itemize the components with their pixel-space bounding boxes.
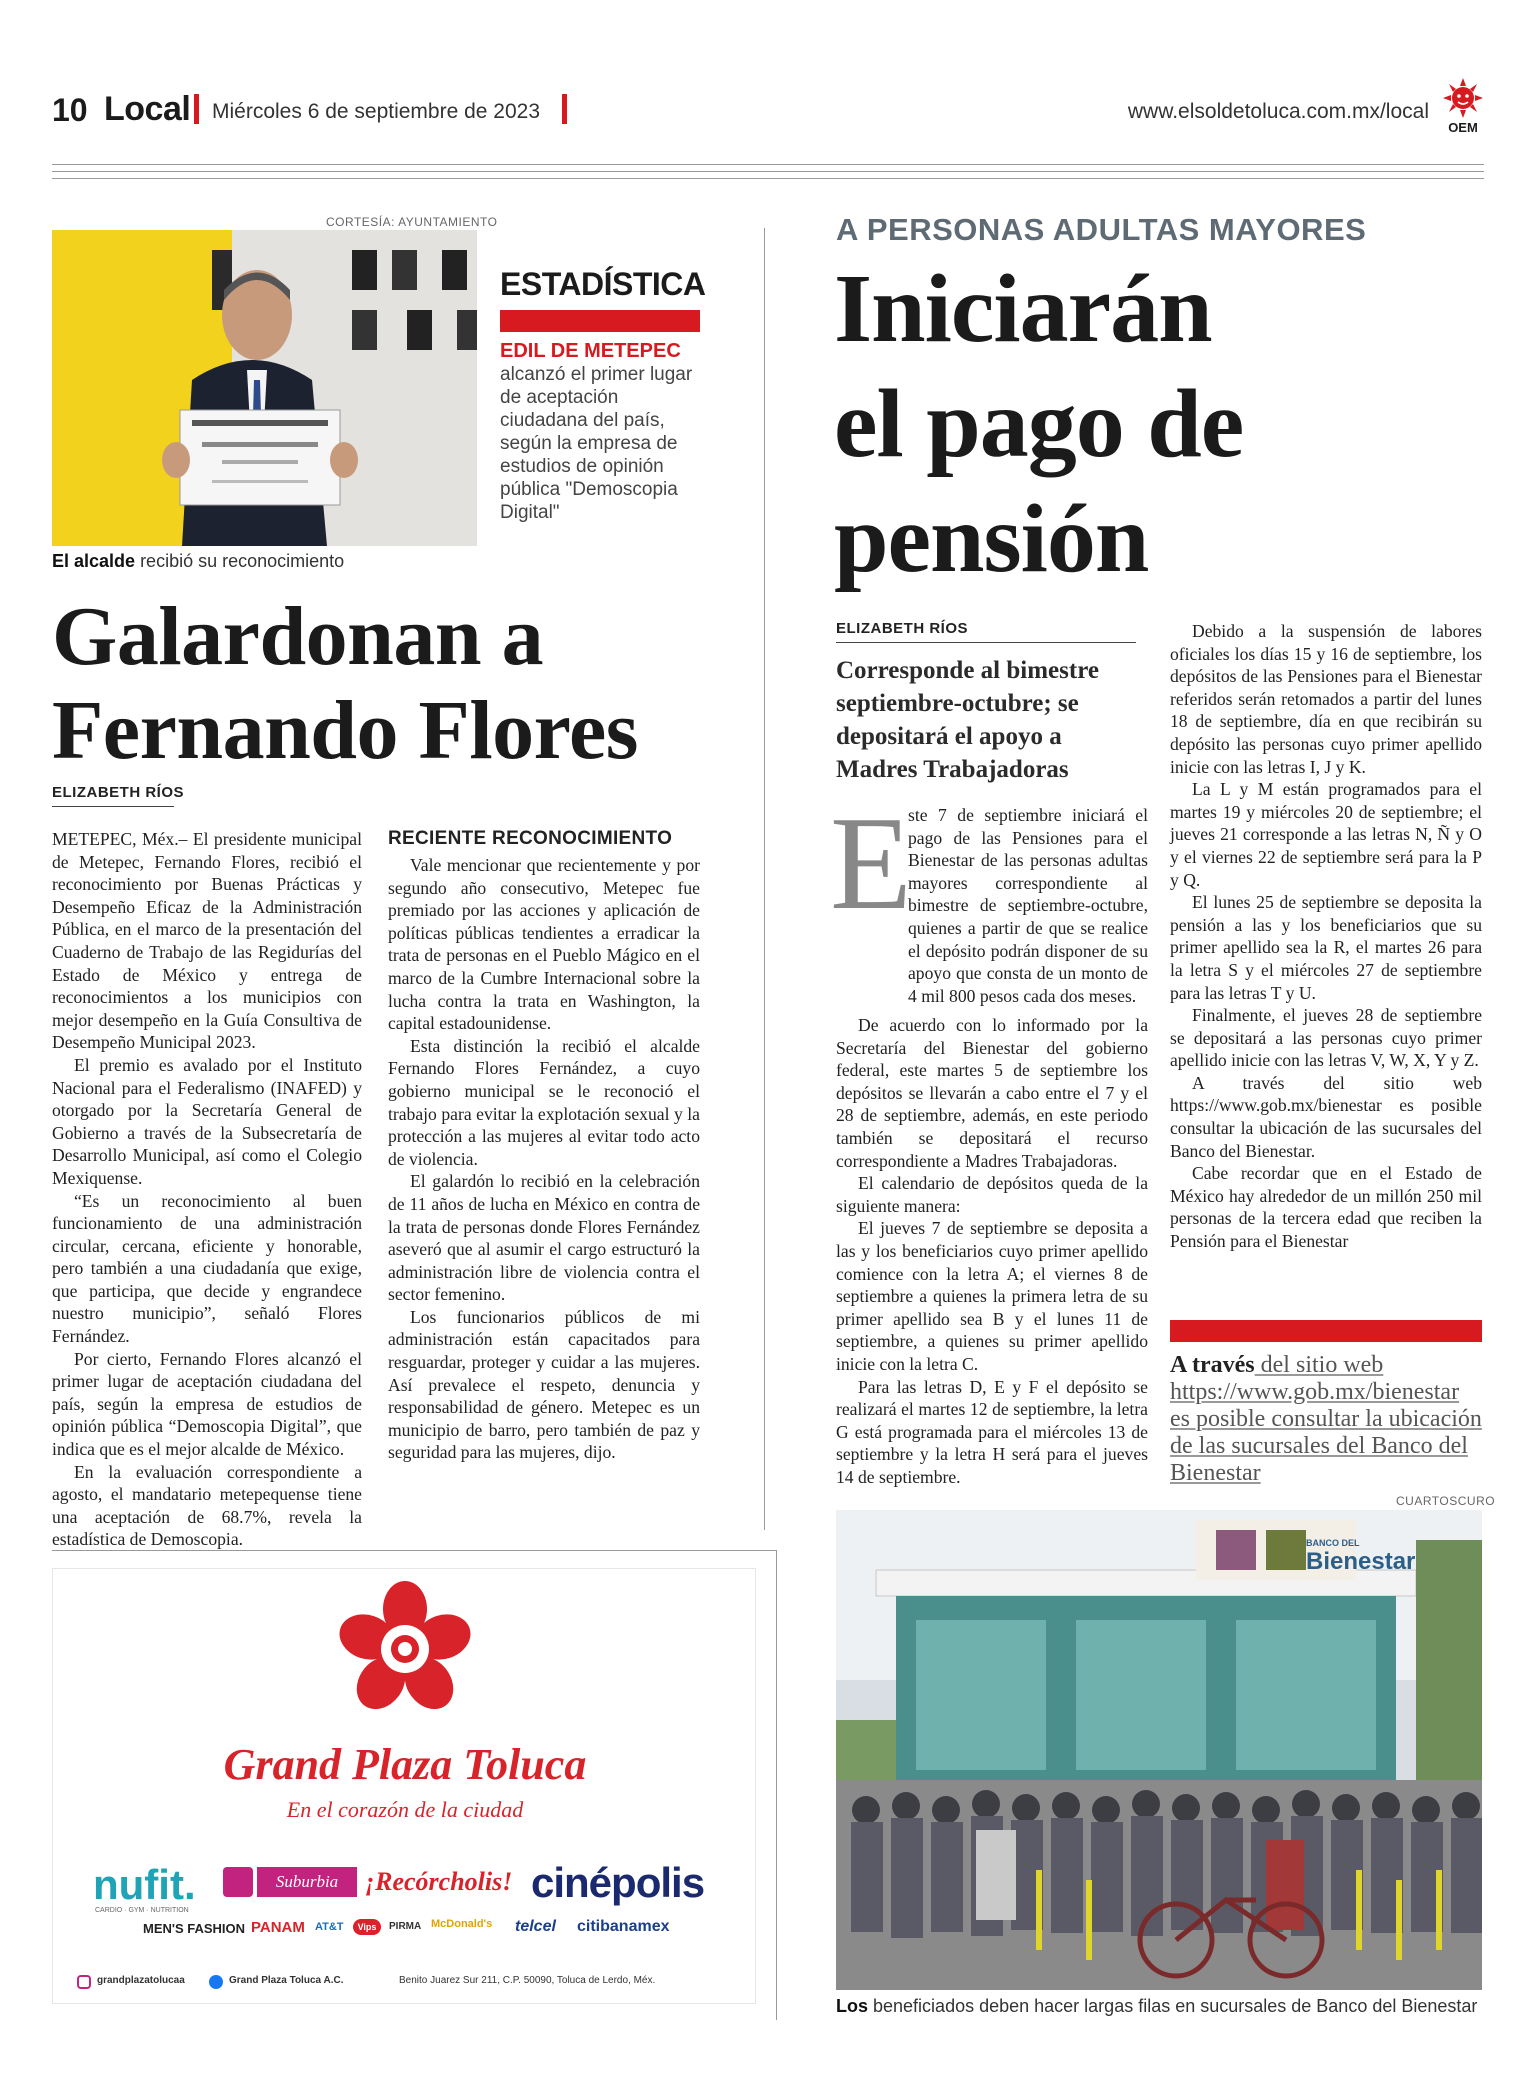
header-divider	[562, 94, 567, 124]
flower-logo-icon	[335, 1579, 475, 1719]
ad-brand: Grand Plaza Toluca	[223, 1740, 587, 1789]
left-headline-line: Galardonan a	[52, 590, 544, 683]
header-divider	[194, 94, 199, 124]
panam-logo: PANAM	[251, 1919, 305, 1936]
ad-facebook[interactable]: Grand Plaza Toluca A.C.	[229, 1975, 344, 1986]
header-rule	[52, 171, 1484, 172]
paragraph: “Es un reconocimiento al buen funcionamiento de una administración circular, cercana, eficiente y honorable, pero también a una ciudadanía que exige, que participa, que decide y engrandece nuestro municipio”, señaló Flores Fernández.	[52, 1190, 362, 1347]
pirma-logo: PIRMA	[389, 1921, 422, 1932]
facebook-icon	[209, 1975, 223, 1989]
caption-bold: Los	[836, 1996, 869, 2016]
header-rule	[52, 178, 1484, 179]
paragraph: Los funcionarios públicos de mi administración están capacitados para resguardar, proteger y cuidar a las mujeres. Así prevalece el respeto, denuncia y responsabilidad de género. Metepec es un municipio de barro, pero también de paz y seguridad para las mujeres, dijo.	[388, 1306, 700, 1463]
ad-tagline: En el corazón de la ciudad	[286, 1797, 524, 1822]
byline-rule	[836, 642, 1136, 643]
nufit-logo: nufit.	[93, 1861, 196, 1908]
header-rule	[52, 164, 1484, 165]
site-url[interactable]: www.elsoldetoluca.com.mx/local	[1127, 100, 1429, 123]
cinepolis-logo: cinépolis	[531, 1859, 705, 1906]
paragraph: Por cierto, Fernando Flores alcanzó el primer lugar de aceptación ciudadana del país, según la empresa de estudios de opinión pública “Demoscopia Digital”, que indica que es el mejor alcalde de México.	[52, 1348, 362, 1460]
photo-caption	[52, 551, 344, 572]
paragraph: En la evaluación correspondiente a agosto, el mandatario metepequense tiene una aceptación de 68.7%, revela la estadística de Demoscopia.	[52, 1461, 362, 1550]
paragraph: ste 7 de septiembre iniciará el pago de las Pensiones para el Bienestar de las personas adultas mayores correspondiente al bimestre de septiembre-octubre, quienes a partir de que se realice el depósito podrán disponer de su apoyo que consta de un monto de 4 mil 800 pesos cada dos meses.	[908, 805, 1148, 1006]
left-headline	[52, 590, 772, 778]
right-byline: ELIZABETH RÍOS	[836, 620, 969, 637]
right-story-column-1	[836, 1014, 1148, 1488]
right-headline-line: Iniciarán	[834, 255, 1212, 363]
suburbia-icon	[223, 1867, 253, 1897]
vips-logo: Vips	[353, 1919, 381, 1935]
stat-bar	[500, 310, 700, 332]
paragraph: El premio es avalado por el Instituto Nacional para el Federalismo (INAFED) y otorgado por la Secretaría General de Gobierno a través de la Subsecretaría de Desarrollo Municipal, así como el Colegio Mexiquense.	[52, 1054, 362, 1188]
paragraph: El galardón lo recibió en la celebración de 11 años de lucha en México en contra de la trata de personas donde Flores Fernández aseveró que al asumir el cargo estructuró la administración libre de violencia contra el sector femenino.	[388, 1171, 700, 1305]
story-subhead: Corresponde al bimestre septiembre-octubre; se depositará el apoyo a Madres Trabajadoras	[836, 657, 1099, 783]
byline-rule	[52, 806, 174, 807]
mensfashion-logo: MEN'S FASHION	[143, 1921, 246, 1936]
paragraph: Esta distinción la recibió el alcalde Fernando Flores Fernández, a cuyo gobierno municipal se le reconoció el trabajo para evitar la explotación sexual y la protección a las mujeres al evitar todo acto de violencia.	[388, 1035, 700, 1169]
paragraph: De acuerdo con lo informado por la Secretaría del Bienestar del gobierno federal, este martes 5 de septiembre los depósitos se llevarán a cabo entre el 7 y el 28 de septiembre, además, en este periodo también se depositará el recurso correspondiente a Madres Trabajadoras.	[836, 1015, 1148, 1171]
pull-quote	[1170, 1352, 1482, 1487]
left-byline: ELIZABETH RÍOS	[52, 784, 185, 801]
paragraph: La L y M están programados para el martes 19 y miércoles 20 de septiembre; el jueves 21 corresponde a las letras N, Ñ y O y el viernes 22 de septiembre será para la P y Q.	[1170, 779, 1482, 890]
drop-cap: E	[830, 789, 912, 937]
right-story-column-2	[1170, 620, 1482, 1253]
paragraph: Para las letras D, E y F el depósito se realizará el martes 12 de septiembre, la letra G está programada para el miércoles 13 de septiembre y la letra H será para el jueves 14 de septiembre.	[836, 1376, 1148, 1487]
oem-logo	[1440, 76, 1486, 136]
paragraph: El calendario de depósitos queda de la siguiente manera:	[836, 1173, 1148, 1216]
right-headline	[834, 252, 1454, 597]
suburbia-logo: Suburbia	[257, 1867, 357, 1897]
right-story-lead	[908, 804, 1148, 1007]
issue-date: Miércoles 6 de septiembre de 2023	[212, 100, 541, 123]
story-kicker: A PERSONAS ADULTAS MAYORES	[836, 212, 1367, 247]
column-divider	[776, 1550, 777, 2020]
left-headline-line: Fernando Flores	[52, 684, 638, 777]
pull-quote-lead: A través	[1170, 1352, 1255, 1378]
stat-title: ESTADÍSTICA	[500, 266, 706, 302]
column-divider	[764, 228, 765, 1530]
stat-subtitle: EDIL DE METEPEC	[500, 340, 681, 362]
right-headline-line: pensión	[834, 485, 1149, 593]
ad-address: Benito Juarez Sur 211, C.P. 50090, Toluca de Lerdo, Méx.	[399, 1975, 656, 1986]
citibanamex-logo: citibanamex	[577, 1918, 670, 1935]
mcdonalds-logo: McDonald's	[431, 1918, 493, 1930]
photo-credit: CUARTOSCURO	[1396, 1494, 1496, 1508]
bank-sign-small: BANCO DEL	[1306, 1538, 1360, 1548]
right-headline-line: el pago de	[834, 370, 1244, 478]
page-number: 10	[52, 92, 88, 128]
bank-sign: Bienestar	[1306, 1548, 1416, 1575]
telcel-logo: telcel	[515, 1918, 556, 1935]
caption-bold: El alcalde	[52, 551, 136, 571]
left-story-column-2	[388, 828, 700, 1464]
instagram-icon	[77, 1975, 91, 1989]
recorcholis-logo: ¡Recórcholis!	[365, 1867, 513, 1896]
left-story-column-1	[52, 828, 362, 1551]
pull-quote-text: del sitio web https://www.gob.mx/bienestar es posible consultar la ubicación de las sucursales del Banco del Bienestar	[1170, 1352, 1482, 1486]
caption-text: beneficiados deben hacer largas filas en sucursales de Banco del Bienestar	[868, 1996, 1478, 2016]
photo-credit: CORTESÍA: AYUNTAMIENTO	[326, 215, 498, 229]
paragraph: El lunes 25 de septiembre se deposita la pensión a las y los beneficiarios que su primer apellido sea la R, el martes 26 para la letra S y el miércoles 27 de septiembre para las letras T y U.	[1170, 892, 1482, 1003]
bank-queue-photo	[836, 1510, 1482, 1990]
oem-logo-text: OEM	[1448, 120, 1478, 135]
paragraph: El jueves 7 de septiembre se deposita a las y los beneficiarios cuyo primer apellido comience con la letra A; el viernes 8 de septiembre a quienes la primera letra de su primer apellido sea B y el lunes 11 de septiembre, a quienes su primer apellido inicie con la letra C.	[836, 1218, 1148, 1374]
mayor-photo	[52, 230, 477, 546]
paragraph: A través del sitio web https://www.gob.mx/bienestar es posible consultar la ubicación de las sucursales del Banco del Bienestar.	[1170, 1072, 1482, 1161]
caption-text: recibió su reconocimiento	[135, 551, 345, 571]
section-subhead: RECIENTE RECONOCIMIENTO	[388, 828, 673, 849]
paragraph: METEPEC, Méx.– El presidente municipal de Metepec, Fernando Flores, recibió el reconocimiento por Buenas Prácticas y Desempeño Eficaz de la Administración Pública, en el marco de la presentación del Cuaderno de Trabajo de las Regidurías del Estado de México y entrega de reconocimientos a los municipios con mejor desempeño en la Guía Consultiva de Desempeño Municipal 2023.	[52, 829, 362, 1053]
stat-text: alcanzó el primer lugar de aceptación ciudadana del país, según la empresa de estudios de opinión pública "Demoscopia Digital"	[500, 364, 693, 523]
section-name: Local	[104, 90, 191, 128]
ad-instagram[interactable]: grandplazatolucaa	[97, 1975, 185, 1986]
nufit-subtitle: CARDIO · GYM · NUTRITION	[95, 1907, 189, 1914]
ad-rule	[52, 1550, 776, 1551]
paragraph: Vale mencionar que recientemente y por segundo año consecutivo, Metepec fue premiado por las acciones y aplicación de políticas públicas tendientes a erradicar la trata de personas en el Pueblo Mágico en el marco de la Cumbre Internacional sobre la lucha contra la trata en Washington, la capital estadounidense.	[388, 855, 700, 1034]
paragraph: Finalmente, el jueves 28 de septiembre se depositará a las personas cuyo primer apellido inicie con las letras V, W, X, Y y Z.	[1170, 1005, 1482, 1071]
photo-caption	[836, 1996, 1477, 2017]
att-logo: AT&T	[315, 1921, 344, 1933]
paragraph: Cabe recordar que en el Estado de México hay alrededor de un millón 250 mil personas de la tercera edad que reciben la Pensión para el Bienestar	[1170, 1163, 1482, 1252]
pull-quote-bar	[1170, 1320, 1482, 1342]
grand-plaza-ad[interactable]	[52, 1568, 756, 2004]
paragraph: Debido a la suspensión de labores oficiales los días 15 y 16 de septiembre, los depósitos de las Pensiones para el Bienestar referidos serán retomados a partir del lunes 18 de septiembre, día en que recibirán su depósito las personas cuyo primer apellido inicie con las letras I, J y K.	[1170, 621, 1482, 777]
